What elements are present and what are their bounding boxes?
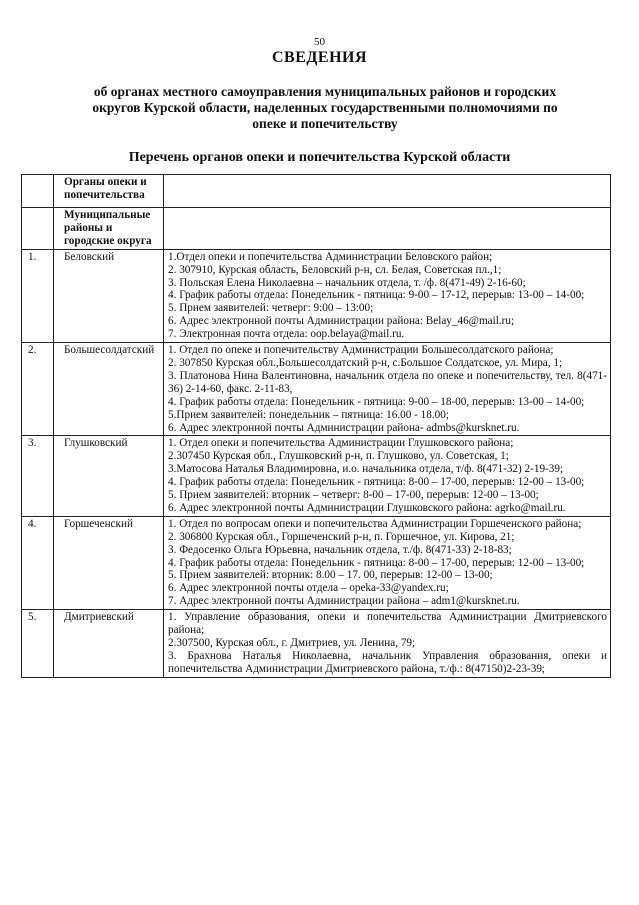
detail-line: 2. 307910, Курская область, Беловский р-н, сл. Белая, Советская пл.,1; bbox=[168, 263, 502, 276]
detail-line: 2. 306800 Курская обл., Горшеченский р-н, п. Горшечное, ул. Кирова, 21; bbox=[168, 530, 515, 543]
detail-line: 4. График работы отдела: Понедельник - пятница: 9-00 – 18-00, перерыв: 13-00 – 14-00; bbox=[168, 395, 585, 408]
agency-details bbox=[164, 343, 611, 436]
table-row bbox=[22, 610, 611, 678]
row-number: 2. bbox=[22, 343, 54, 436]
detail-line: 2.307500, Курская обл., г. Дмитриев, ул. Ленина, 79; bbox=[168, 637, 416, 649]
detail-line: 3. Федосенко Ольга Юрьевна, начальник отдела, т./ф. 8(471-33) 2-18-83; bbox=[168, 543, 512, 556]
detail-line: 5. Прием заявителей: четверг: 9:00 – 13:00; bbox=[168, 302, 374, 315]
agency-details bbox=[164, 516, 611, 609]
table-header-row-agencies bbox=[22, 175, 611, 208]
agency-details bbox=[164, 436, 611, 516]
detail-line: 6. Адрес электронной почты отдела – opeka-33@yandex.ru; bbox=[168, 582, 449, 595]
detail-line: 4. График работы отдела: Понедельник - пятница: 8-00 – 17-00, перерыв: 12-00 – 13-00; bbox=[168, 556, 585, 569]
agencies-table bbox=[21, 174, 611, 678]
document-subtitle: об органах местного самоуправления муниципальных районов и городских округов Курской области, наделенных государственными полномочиями по опеке и попечительству bbox=[92, 84, 558, 131]
detail-line: 2. 307850 Курская обл.,Большесолдатский р-н, с.Большое Солдатское, ул. Мира, 1; bbox=[168, 356, 563, 369]
detail-line: 1. Отдел по вопросам опеки и попечительства Администрации Горшеченского района; bbox=[168, 517, 582, 530]
document-title: СВЕДЕНИЯ bbox=[271, 49, 368, 66]
table-row bbox=[22, 249, 611, 342]
detail-line: 3. Платонова Нина Валентиновна, начальник отдела по опеке и попечительству, тел. 8(471-36) 2-14-60, факс. 2-11-83, bbox=[168, 369, 607, 395]
detail-line: 6. Адрес электронной почты Администрации района: Belay_46@mail.ru; bbox=[168, 315, 515, 328]
detail-line: 3.Матосова Наталья Владимировна, и.о. начальника отдела, т/ф. 8(471-32) 2-19-39; bbox=[168, 463, 564, 476]
table-row bbox=[22, 516, 611, 609]
detail-line: 1.Отдел опеки и попечительства Администрации Беловского район; bbox=[168, 250, 493, 263]
district-name: Большесолдатский bbox=[54, 343, 164, 436]
detail-line: 1. Управление образования, опеки и попечительства Администрации Дмитриевского района; bbox=[168, 611, 607, 637]
district-name: Беловский bbox=[54, 249, 164, 342]
row-number: 3. bbox=[22, 436, 54, 516]
detail-line: 5. Прием заявителей: вторник: 8.00 – 17. 00, перерыв: 12-00 – 13-00; bbox=[168, 569, 493, 582]
row-number: 5. bbox=[22, 610, 54, 678]
page-number: 50 bbox=[314, 36, 325, 48]
detail-line: 4. График работы отдела: Понедельник - пятница: 9-00 – 17-12, перерыв: 13-00 – 14-00; bbox=[168, 289, 585, 302]
header-agencies-cell: Органы опеки и попечительства bbox=[54, 175, 164, 208]
detail-line: 5. Прием заявителей: вторник – четверг: 8-00 – 17-00, перерыв: 12-00 – 13-00; bbox=[168, 489, 539, 502]
detail-line: 3. Брахнова Наталья Николаевна, начальник Управления образования, опеки и попечительства Администрации Дмитриевского района, т./ф.: 8(47150)2-23-39; bbox=[168, 649, 607, 675]
detail-line: 2.307450 Курская обл., Глушковский р-н, п. Глушково, ул. Советская, 1; bbox=[168, 450, 509, 463]
district-name: Горшеченский bbox=[54, 516, 164, 609]
detail-line: 6. Адрес электронной почты Администрации района- admbs@kursknet.ru. bbox=[168, 421, 520, 434]
table-row bbox=[22, 436, 611, 516]
detail-line: 5.Прием заявителей: понедельник – пятница: 16.00 - 18.00; bbox=[168, 408, 449, 421]
header-districts-cell: Муниципальные районы и городские округа bbox=[54, 208, 164, 250]
detail-line: 7. Электронная почта отдела: oop.belaya@mail.ru. bbox=[168, 328, 405, 341]
table-header-row-districts bbox=[22, 208, 611, 250]
agency-details bbox=[164, 610, 611, 678]
table-row bbox=[22, 343, 611, 436]
row-number: 4. bbox=[22, 516, 54, 609]
list-title: Перечень органов опеки и попечительства Курской области bbox=[128, 150, 511, 165]
header-num-cell bbox=[22, 208, 54, 250]
detail-line: 7. Адрес электронной почты Администрации района – adm1@kursknet.ru. bbox=[168, 595, 520, 608]
header-empty-cell bbox=[164, 175, 611, 208]
detail-line: 1. Отдел опеки и попечительства Администрации Глушковского района; bbox=[168, 437, 514, 450]
district-name: Дмитриевский bbox=[54, 610, 164, 678]
district-name: Глушковский bbox=[54, 436, 164, 516]
row-number: 1. bbox=[22, 249, 54, 342]
detail-line: 6. Адрес электронной почты Администрации Глушковского района: agrko@mail.ru. bbox=[168, 501, 566, 514]
agency-details bbox=[164, 249, 611, 342]
detail-line: 3. Польская Елена Николаевна – начальник отдела, т. /ф. 8(471-49) 2-16-60; bbox=[168, 276, 526, 289]
agencies-table-container bbox=[21, 174, 611, 678]
header-empty-cell bbox=[164, 208, 611, 250]
detail-line: 4. График работы отдела: Понедельник - пятница: 8-00 – 17-00, перерыв: 12-00 – 13-00; bbox=[168, 476, 585, 489]
header-num-cell bbox=[22, 175, 54, 208]
detail-line: 1. Отдел по опеке и попечительству Администрации Большесолдатского района; bbox=[168, 344, 554, 357]
